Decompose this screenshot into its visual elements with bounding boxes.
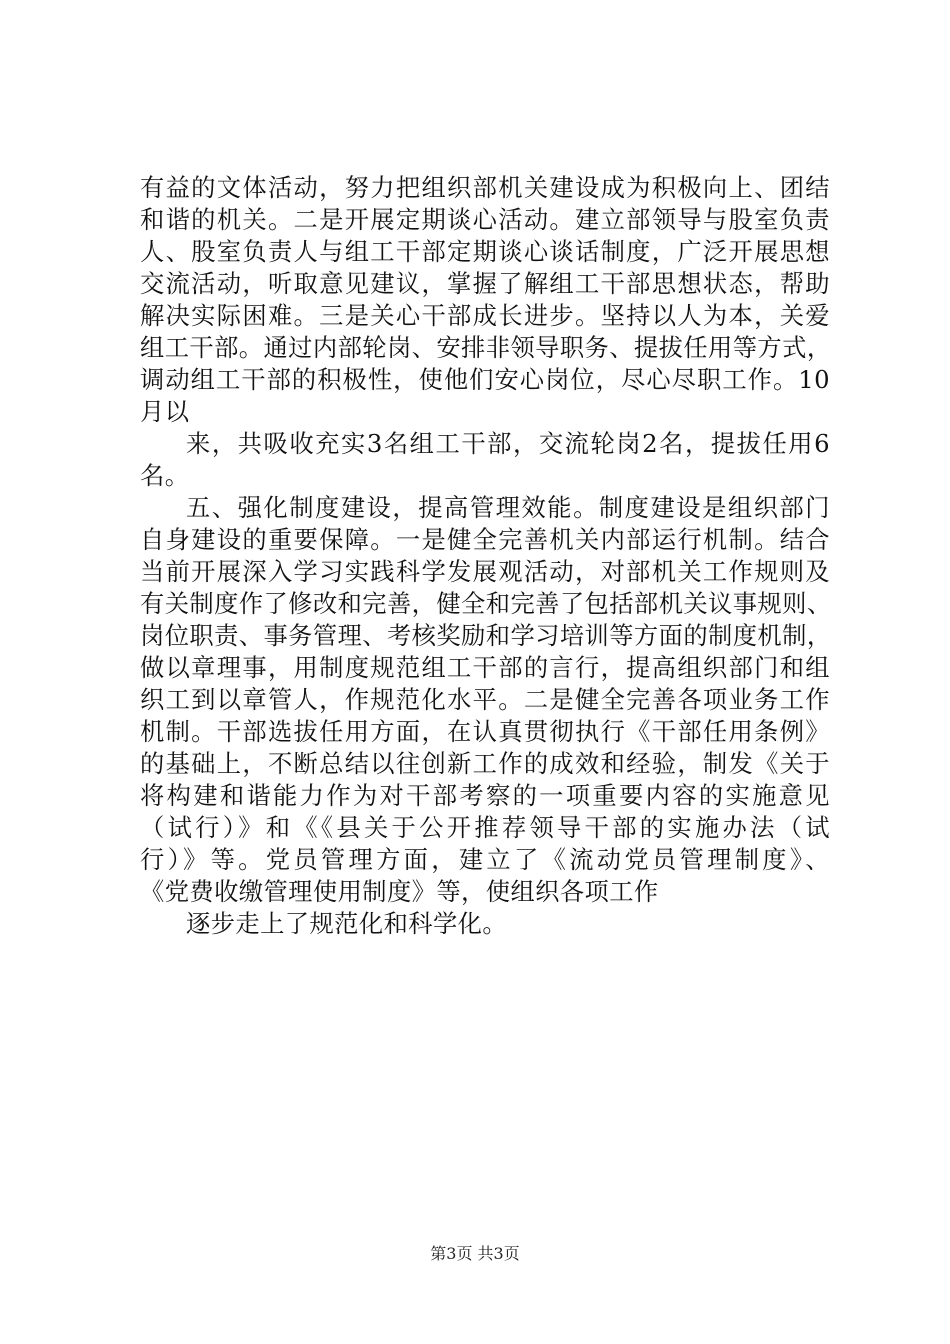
text-line: 人、股室负责人与组工干部定期谈心谈话制度，广泛开展思想 [140, 237, 830, 266]
text-line: 交流活动，听取意见建议，掌握了解组工干部思想状态，帮助 [140, 269, 830, 298]
body-text [140, 172, 830, 940]
text-line: 来，共吸收充实3名组工干部，交流轮岗2名，提拔任用6 [186, 429, 830, 458]
text-line: 和谐的机关。二是开展定期谈心活动。建立部领导与股室负责 [140, 205, 830, 234]
text-line: 机制。干部选拔任用方面，在认真贯彻执行《干部任用条例》 [140, 717, 830, 746]
text-line: 解决实际困难。三是关心干部成长进步。坚持以人为本，关爱 [140, 301, 830, 330]
page-footer: 第3页 共3页 [430, 1244, 520, 1263]
text-line: （试行）》和《《县关于公开推荐领导干部的实施办法（试 [140, 813, 830, 842]
text-line: 的基础上，不断总结以往创新工作的成效和经验，制发《关于 [140, 749, 830, 778]
text-line: 织工到以章管人，作规范化水平。二是健全完善各项业务工作 [140, 685, 830, 714]
text-line: 有益的文体活动，努力把组织部机关建设成为积极向上、团结 [140, 173, 830, 202]
text-line: 逐步走上了规范化和科学化。 [186, 909, 508, 938]
text-line: 将构建和谐能力作为对干部考察的一项重要内容的实施意见 [140, 781, 830, 810]
text-line: 行）》等。党员管理方面，建立了《流动党员管理制度》、 [140, 845, 830, 874]
text-line: 《党费收缴管理使用制度》等，使组织各项工作 [140, 877, 659, 906]
text-line: 调动组工干部的积极性，使他们安心岗位，尽心尽职工作。10 [140, 365, 830, 394]
text-line: 岗位职责、事务管理、考核奖励和学习培训等方面的制度机制， [140, 621, 832, 650]
text-line: 有关制度作了修改和完善，健全和完善了包括部机关议事规则、 [140, 589, 832, 618]
text-line: 组工干部。通过内部轮岗、安排非领导职务、提拔任用等方式， [140, 333, 832, 362]
text-line: 自身建设的重要保障。一是健全完善机关内部运行机制。结合 [140, 525, 830, 554]
text-line: 当前开展深入学习实践科学发展观活动，对部机关工作规则及 [140, 557, 830, 586]
text-line: 做以章理事，用制度规范组工干部的言行，提高组织部门和组 [140, 653, 830, 682]
text-line: 五、强化制度建设，提高管理效能。制度建设是组织部门 [186, 493, 830, 522]
text-line: 月以 [140, 397, 190, 426]
text-line: 名。 [140, 461, 190, 490]
